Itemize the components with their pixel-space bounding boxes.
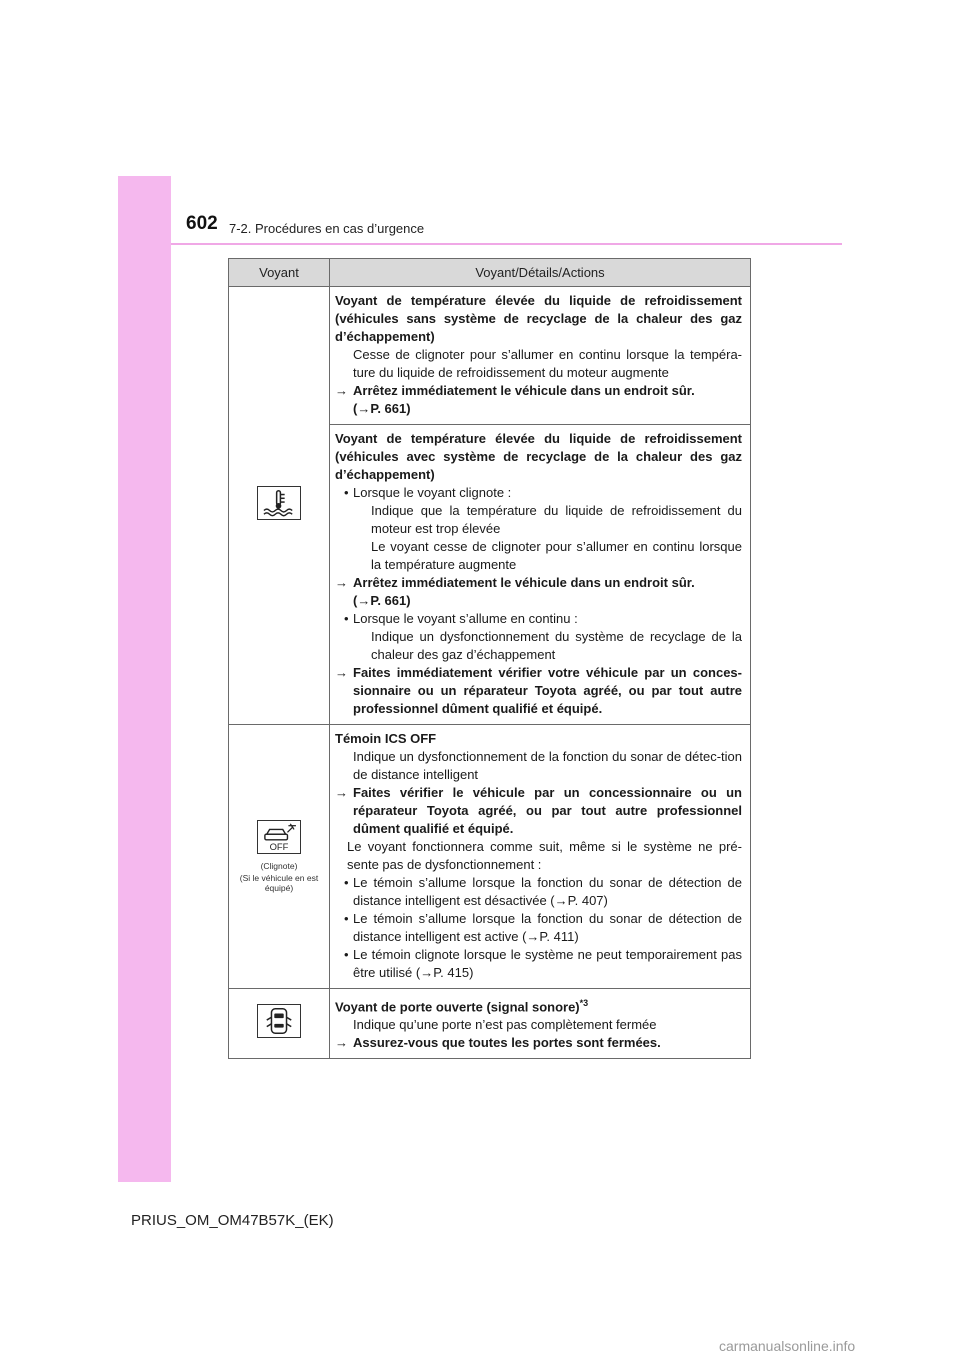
description-cell bbox=[330, 989, 751, 1059]
column-header-light: Voyant bbox=[229, 259, 330, 287]
row-title: Voyant de porte ouverte (signal sonore)$^{*3}$ bbox=[335, 998, 589, 1015]
icon-caption-blink: (Clignote) bbox=[260, 861, 298, 871]
page-reference: (→P. 661) bbox=[353, 593, 411, 608]
bullet-item: • Lorsque le voyant s’allume en continu : bbox=[344, 611, 578, 626]
coolant-temperature-icon bbox=[257, 486, 301, 520]
page-number: 602 bbox=[186, 213, 218, 234]
row-action: → Faites vérifier le véhicule par un concessionnaire ou un réparateur Toyota agréé, ou par tout autre professionnel dûment qualifié et équipé. bbox=[335, 785, 742, 836]
icon-cell bbox=[229, 287, 330, 725]
row-action bbox=[335, 382, 742, 400]
table-row bbox=[229, 989, 751, 1059]
side-tab-band bbox=[118, 176, 171, 1182]
arrow-icon: → bbox=[335, 1035, 348, 1051]
description-cell bbox=[330, 425, 751, 725]
action-text: Arrêtez immédiatement le véhicule dans un endroit sûr. bbox=[353, 383, 695, 398]
door-open-icon bbox=[257, 1004, 301, 1038]
description-cell bbox=[330, 725, 751, 989]
arrow-icon: → bbox=[335, 665, 348, 680]
section-title: 7-2. Procédures en cas d’urgence bbox=[229, 221, 425, 236]
bullet-detail: Indique que la température du liquide de refroidissement du moteur est trop élevée bbox=[371, 503, 742, 536]
bullet-icon: • bbox=[344, 947, 349, 962]
footnote-marker: *3 bbox=[579, 998, 589, 1008]
icon-caption-equipped: (Si le véhicule en est équipé) bbox=[239, 873, 319, 893]
bullet-icon: • bbox=[344, 485, 349, 500]
table-row bbox=[229, 725, 751, 989]
icon-cell bbox=[229, 989, 330, 1059]
bullet-icon: • bbox=[344, 875, 349, 890]
warning-light-table bbox=[228, 258, 751, 1059]
row-description: Indique un dysfonctionnement de la fonction du sonar de détec-tion de distance intelligent bbox=[353, 749, 742, 782]
row-action: → Assurez-vous que toutes les portes sont fermées. bbox=[335, 1035, 661, 1051]
arrow-icon: → bbox=[335, 785, 348, 800]
table-row bbox=[229, 287, 751, 425]
arrow-icon: → bbox=[335, 383, 348, 398]
bullet-detail: Indique un dysfonctionnement du système de recyclage de la chaleur des gaz d’échappement bbox=[371, 629, 742, 662]
bullet-item: • Le témoin s’allume lorsque la fonction du sonar de détection de distance intelligent est active (→P. 411) bbox=[344, 911, 742, 944]
watermark: carmanualsonline.info bbox=[719, 1338, 856, 1354]
document-code: PRIUS_OM_OM47B57K_(EK) bbox=[131, 1212, 334, 1229]
bullet-item: • Lorsque le voyant clignote : bbox=[344, 485, 512, 500]
header-divider bbox=[171, 243, 842, 245]
icon-cell bbox=[229, 725, 330, 989]
row-description: Cesse de clignoter pour s’allumer en continu lorsque la tempéra-ture du liquide de refroidissement du moteur augmente bbox=[353, 347, 742, 380]
ics-off-icon-label: OFF bbox=[269, 841, 289, 853]
page-reference: (→P. 661) bbox=[353, 401, 411, 416]
table-header-row bbox=[229, 259, 751, 287]
row-description: Indique qu’une porte n’est pas complètement fermée bbox=[353, 1017, 657, 1033]
row-title: Voyant de température élevée du liquide de refroidissement (véhicules avec système de recyclage de la chaleur des gaz d’échappement) bbox=[335, 431, 742, 482]
bullet-item: • Le témoin clignote lorsque le système ne peut temporairement pas être utilisé (→P. 415) bbox=[344, 947, 742, 980]
bullet-item: • Le témoin s’allume lorsque la fonction du sonar de détection de distance intelligent est désactivée (→P. 407) bbox=[344, 875, 742, 908]
row-action: → Faites immédiatement vérifier votre véhicule par un conces-sionnaire ou un réparateur Toyota agréé, ou par tout autre professionnel dûment qualifié et équipé. bbox=[335, 665, 742, 716]
bullet-icon: • bbox=[344, 611, 349, 626]
bullet-icon: • bbox=[344, 911, 349, 926]
column-header-details: Voyant/Détails/Actions bbox=[330, 259, 751, 287]
arrow-icon: → bbox=[335, 575, 348, 590]
row-note: Le voyant fonctionnera comme suit, même si le système ne pré-sente pas de dysfonctionnement : bbox=[347, 839, 742, 872]
ics-off-icon bbox=[257, 820, 301, 854]
row-title: Voyant de température élevée du liquide de refroidissement (véhicules sans système de recyclage de la chaleur des gaz d’échappement) bbox=[335, 293, 742, 344]
description-cell bbox=[330, 287, 751, 425]
bullet-detail: Le voyant cesse de clignoter pour s’allumer en continu lorsque la température augmente bbox=[371, 539, 742, 572]
row-title: Témoin ICS OFF bbox=[335, 731, 437, 746]
row-action: → Arrêtez immédiatement le véhicule dans un endroit sûr. bbox=[335, 575, 695, 590]
